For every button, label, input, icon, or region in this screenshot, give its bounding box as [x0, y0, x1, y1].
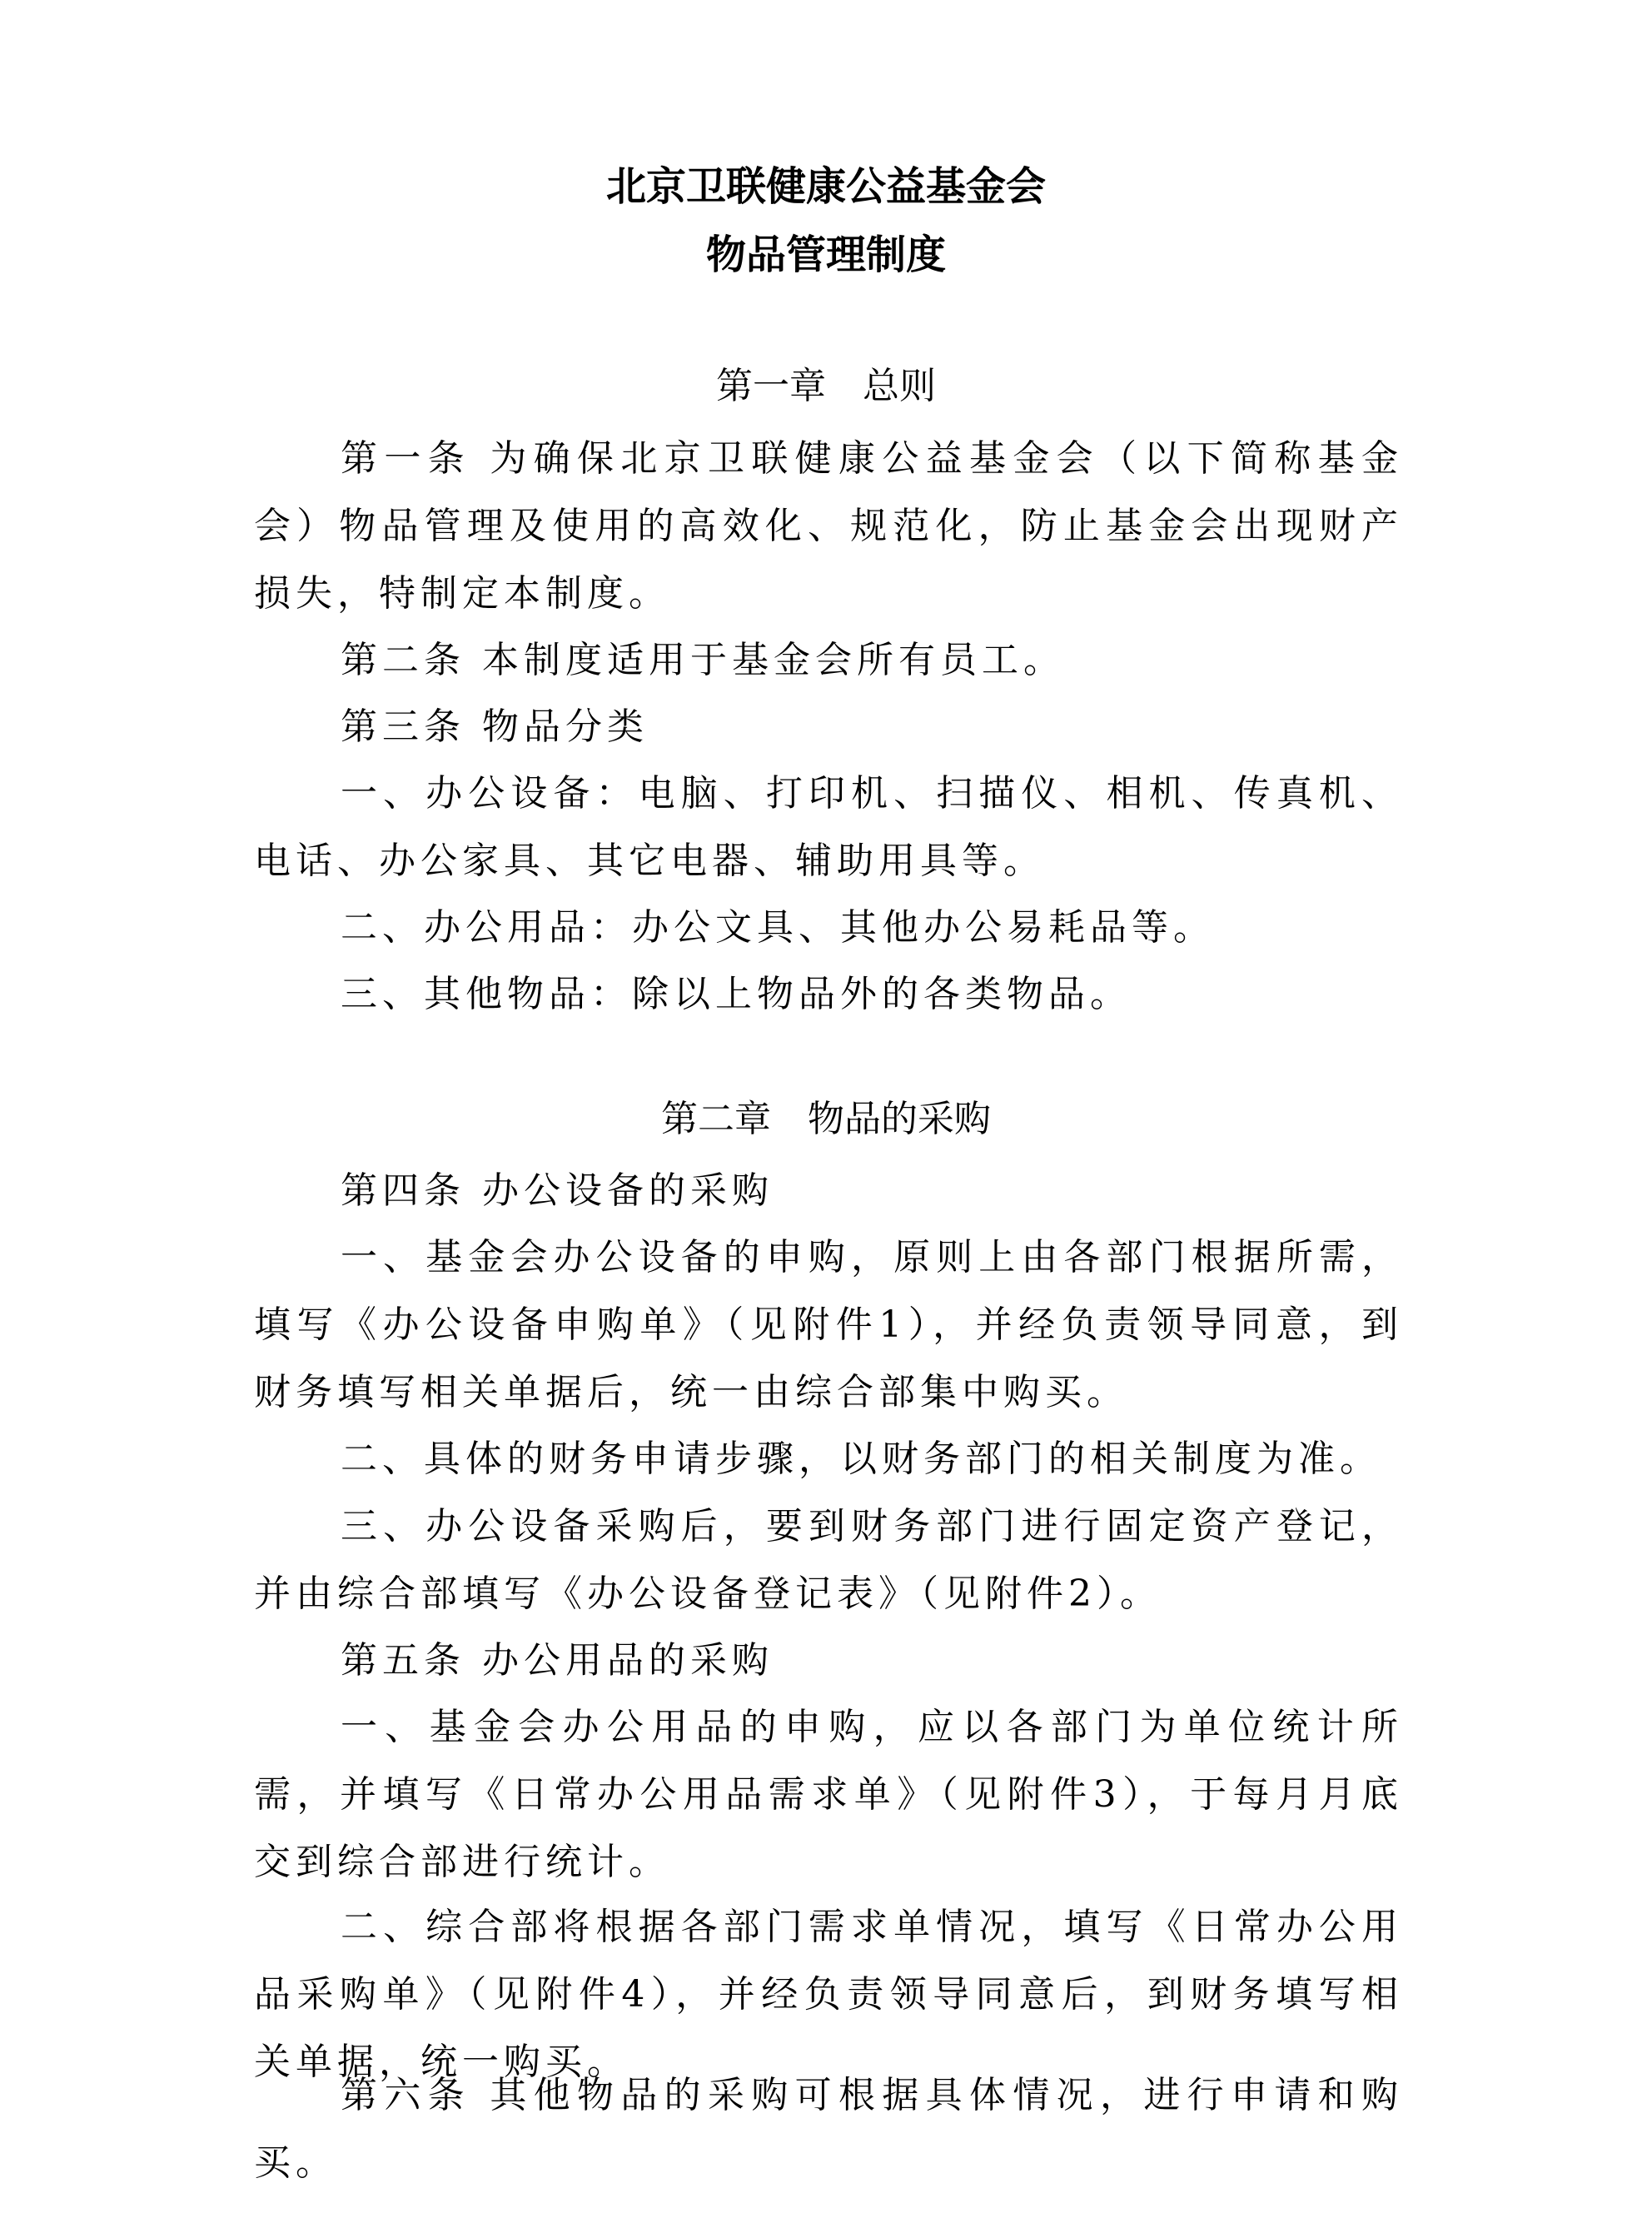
article-4-item-3: 三、办公设备采购后，要到财务部门进行固定资产登记，并由综合部填写《办公设备登记表》（见附件2）。: [254, 1505, 1403, 1615]
article-4-item-1: 一、基金会办公设备的申购，原则上由各部门根据所需，填写《办公设备申购单》（见附件1），并经负责领导同意，到财务填写相关单据后，统一由综合部集中购买。: [254, 1236, 1403, 1413]
document-title-line2: 物品管理制度: [705, 232, 946, 278]
article-3-item-2: 二、办公用品：办公文具、其他办公易耗品等。: [341, 906, 1215, 949]
chapter2-heading: 第二章 物品的采购: [661, 1098, 991, 1140]
article-6-paragraph: 第六条 其他物品的采购可根据具体情况，进行申请和购买。: [254, 2074, 1403, 2184]
article-5-paragraph: 第五条 办公用品的采购: [341, 1639, 774, 1682]
article-1-paragraph: 第一条 为确保北京卫联健康公益基金会（以下简称基金会）物品管理及使用的高效化、规范化，防止基金会出现财产损失，特制定本制度。: [254, 437, 1403, 615]
article-3-item-1: 一、办公设备：电脑、打印机、扫描仪、相机、传真机、电话、办公家具、其它电器、辅助用具等。: [254, 772, 1403, 882]
article-3-item-3: 三、其他物品：除以上物品外的各类物品。: [341, 973, 1132, 1015]
article-5-item-2: 二、综合部将根据各部门需求单情况，填写《日常办公用品采购单》（见附件4），并经负责领导同意后，到财务填写相关单据，统一购买。: [254, 1906, 1403, 2083]
article-4-item-2: 二、具体的财务申请步骤，以财务部门的相关制度为准。: [341, 1438, 1381, 1480]
document-title-line1: 北京卫联健康公益基金会: [605, 163, 1046, 210]
chapter1-heading: 第一章 总则: [716, 365, 936, 407]
article-3-paragraph: 第三条 物品分类: [341, 705, 649, 748]
article-2-paragraph: 第二条 本制度适用于基金会所有员工。: [341, 639, 1065, 681]
article-4-paragraph: 第四条 办公设备的采购: [341, 1169, 774, 1212]
article-5-item-1: 一、基金会办公用品的申购，应以各部门为单位统计所需，并填写《日常办公用品需求单》（见附件3），于每月月底交到综合部进行统计。: [254, 1706, 1403, 1883]
